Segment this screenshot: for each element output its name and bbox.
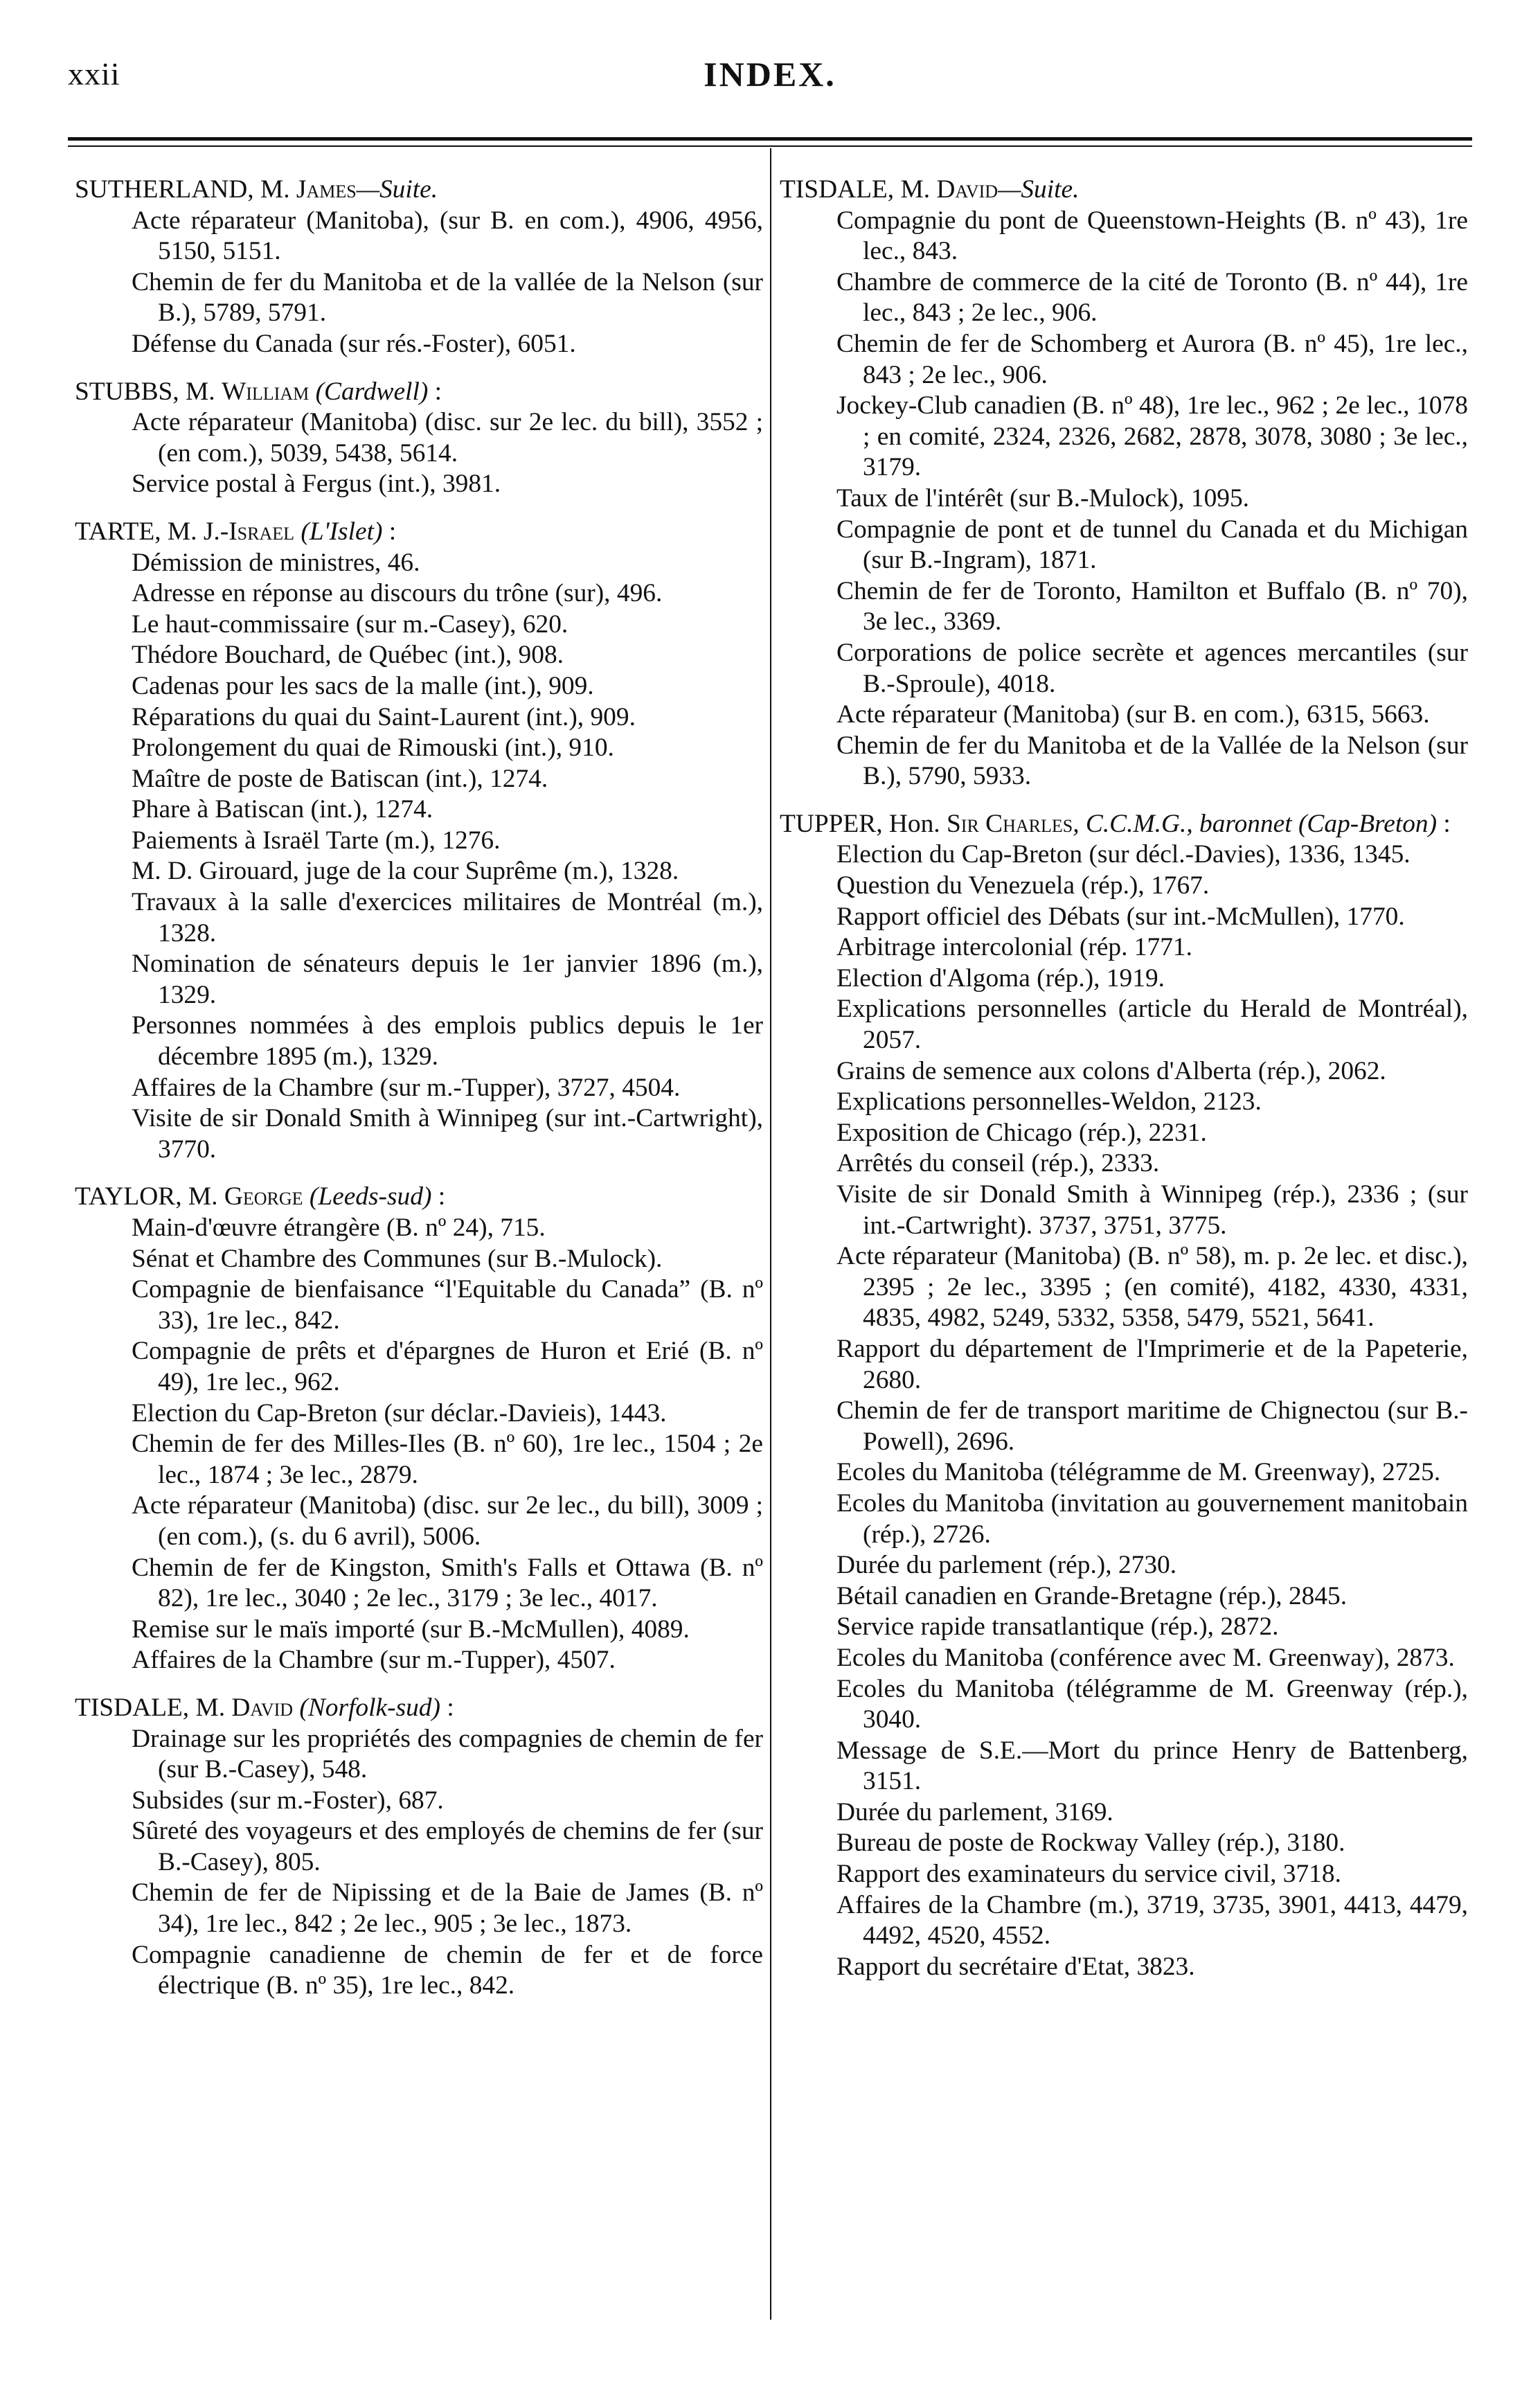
member-given-name: James — [296, 175, 357, 204]
index-entry: Ecoles du Manitoba (télégramme de M. Greenway), 2725. — [836, 1458, 1441, 1487]
index-entry: Exposition de Chicago (rép.), 2231. — [836, 1118, 1207, 1147]
index-entry: Arbitrage intercolonial (rép. 1771. — [836, 933, 1192, 962]
index-entry: Chemin de fer de Kingston, Smith's Falls et Ottawa (B. nº 82), 1re lec., 3040 ; 2e lec., 3179 ; 3e lec., 4017. — [132, 1553, 763, 1613]
member-name: STUBBS, M. — [75, 377, 222, 406]
index-entry: Election du Cap-Breton (sur déclar.-Davieis), 1443. — [132, 1398, 667, 1428]
index-entry: Prolongement du quai de Rimouski (int.), 910. — [132, 734, 614, 763]
index-entry: Réparations du quai du Saint-Laurent (int.), 909. — [132, 702, 636, 731]
index-entry: Compagnie de prêts et d'épargnes de Huron et Erié (B. nº 49), 1re lec., 962. — [132, 1337, 763, 1396]
member-given-name: J.-Israel — [203, 517, 295, 546]
index-entry: Cadenas pour les sacs de la malle (int.), 909. — [132, 671, 594, 700]
section-heading — [75, 1693, 763, 1724]
index-section — [75, 1182, 763, 1676]
index-entry: Service postal à Fergus (int.), 3981. — [132, 470, 501, 499]
index-entry: Durée du parlement, 3169. — [836, 1797, 1113, 1826]
right-column — [780, 175, 1468, 1999]
index-entry: Acte réparateur (Manitoba) (sur B. en com.), 6315, 5663. — [836, 700, 1430, 729]
index-entry: Affaires de la Chambre (sur m.-Tupper), 3727, 4504. — [132, 1073, 681, 1102]
index-entry: Election du Cap-Breton (sur décl.-Davies), 1336, 1345. — [836, 840, 1411, 869]
index-entry: Défense du Canada (sur rés.-Foster), 6051. — [132, 329, 576, 358]
index-entry: Visite de sir Donald Smith à Winnipeg (sur int.-Cartwright), 3770. — [132, 1104, 763, 1164]
index-entry: Compagnie de pont et de tunnel du Canada et du Michigan (sur B.-Ingram), 1871. — [836, 515, 1468, 575]
index-entry: Compagnie canadienne de chemin de fer et de force électrique (B. nº 35), 1re lec., 842. — [132, 1940, 763, 2000]
index-entry: Taux de l'intérêt (sur B.-Mulock), 1095. — [836, 483, 1250, 513]
index-entry: Explications personnelles-Weldon, 2123. — [836, 1087, 1262, 1117]
index-entry: Chemin de fer de Schomberg et Aurora (B. nº 45), 1re lec., 843 ; 2e lec., 906. — [836, 329, 1468, 389]
index-entry: Chemin de fer du Manitoba et de la vallée de la Nelson (sur B.), 5789, 5791. — [132, 267, 763, 328]
member-name: TAYLOR, M. — [75, 1182, 224, 1211]
member-given-name: Sir Charles — [947, 809, 1073, 838]
heading-suffix: : — [382, 517, 397, 546]
index-entry: Le haut-commissaire (sur m.-Casey), 620. — [132, 610, 568, 639]
index-entry: Subsides (sur m.-Foster), 687. — [132, 1786, 444, 1815]
index-entry: Nomination de sénateurs depuis le 1er janvier 1896 (m.), 1329. — [132, 950, 763, 1009]
index-entry: Rapport du département de l'Imprimerie et de la Papeterie, 2680. — [836, 1334, 1468, 1394]
section-heading — [780, 809, 1468, 840]
column-divider — [770, 148, 771, 2320]
index-entry: Acte réparateur (Manitoba) (B. nº 58), m. p. 2e lec. et disc.), 2395 ; 2e lec., 3395 ; (en comité), 4182, 4330, 4331, 4835, 4982, 5249, 5332, 5358, 5479, 5521, 5641. — [836, 1242, 1468, 1333]
index-entry: Chemin de fer de transport maritime de Chignectou (sur B.-Powell), 2696. — [836, 1396, 1468, 1456]
left-column — [75, 175, 763, 2018]
member-name: TARTE, M. — [75, 517, 204, 546]
index-entry: Jockey-Club canadien (B. nº 48), 1re lec., 962 ; 2e lec., 1078 ; en comité, 2324, 2326, 2682, 2878, 3078, 3080 ; 3e lec., 3179. — [836, 391, 1468, 482]
index-entry: Thédore Bouchard, de Québec (int.), 908. — [132, 641, 564, 670]
member-name: TISDALE, M. — [780, 175, 937, 204]
index-entry: Compagnie du pont de Queenstown-Heights (B. nº 43), 1re lec., 843. — [836, 206, 1468, 266]
index-entry: Chemin de fer du Manitoba et de la Vallée de la Nelson (sur B.), 5790, 5933. — [836, 731, 1468, 791]
section-heading — [75, 517, 763, 548]
index-entry: M. D. Girouard, juge de la cour Suprême (m.), 1328. — [132, 857, 679, 886]
index-entry: Rapport du secrétaire d'Etat, 3823. — [836, 1952, 1195, 1981]
index-entry: Rapport officiel des Débats (sur int.-McMullen), 1770. — [836, 902, 1405, 931]
member-riding: (Cardwell) — [309, 377, 429, 406]
heading-suffix: —Suite. — [998, 175, 1080, 204]
member-riding: , C.C.M.G., baronnet (Cap-Breton) — [1073, 809, 1438, 838]
index-entry: Bétail canadien en Grande-Bretagne (rép.), 2845. — [836, 1581, 1348, 1610]
member-name: TUPPER, Hon. — [780, 809, 947, 838]
index-entry: Chambre de commerce de la cité de Toronto (B. nº 44), 1re lec., 843 ; 2e lec., 906. — [836, 267, 1468, 328]
index-entry: Explications personnelles (article du Herald de Montréal), 2057. — [836, 995, 1468, 1055]
index-entry: Service rapide transatlantique (rép.), 2872. — [836, 1612, 1279, 1642]
index-entry: Paiements à Israël Tarte (m.), 1276. — [132, 826, 501, 855]
index-entry: Main-d'œuvre étrangère (B. nº 24), 715. — [132, 1214, 546, 1242]
section-heading — [75, 1182, 763, 1213]
section-heading — [780, 175, 1468, 206]
index-entry: Adresse en réponse au discours du trône (sur), 496. — [132, 579, 663, 608]
member-given-name: George — [224, 1182, 303, 1211]
index-entry: Phare à Batiscan (int.), 1274. — [132, 795, 433, 824]
index-entry: Ecoles du Manitoba (conférence avec M. Greenway), 2873. — [836, 1643, 1455, 1672]
page-title: INDEX. — [704, 55, 836, 94]
index-section — [75, 1693, 763, 2002]
heading-suffix: : — [1437, 809, 1451, 838]
index-entry: Chemin de fer de Toronto, Hamilton et Buffalo (B. nº 70), 3e lec., 3369. — [836, 576, 1468, 637]
index-entry: Rapport des examinateurs du service civil, 3718. — [836, 1860, 1341, 1889]
index-entry: Affaires de la Chambre (m.), 3719, 3735, 3901, 4413, 4479, 4492, 4520, 4552. — [836, 1890, 1468, 1950]
member-riding: (Leeds-sud) — [303, 1182, 432, 1211]
page-header — [68, 33, 1472, 116]
index-entry: Chemin de fer de Nipissing et de la Baie de James (B. nº 34), 1re lec., 842 ; 2e lec., 905 ; 3e lec., 1873. — [132, 1878, 763, 1939]
index-entry: Ecoles du Manitoba (télégramme de M. Greenway (rép.), 3040. — [836, 1674, 1468, 1734]
index-entry: Chemin de fer des Milles-Iles (B. nº 60), 1re lec., 1504 ; 2e lec., 1874 ; 3e lec., 2879. — [132, 1430, 763, 1489]
index-entry: Personnes nommées à des emplois publics depuis le 1er décembre 1895 (m.), 1329. — [132, 1011, 763, 1072]
index-entry: Sûreté des voyageurs et des employés de chemins de fer (sur B.-Casey), 805. — [132, 1817, 763, 1876]
member-name: SUTHERLAND, M. — [75, 175, 296, 204]
index-entry: Ecoles du Manitoba (invitation au gouvernement manitobain (rép.), 2726. — [836, 1488, 1468, 1549]
index-entry: Drainage sur les propriétés des compagnies de chemin de fer (sur B.-Casey), 548. — [132, 1724, 763, 1784]
index-section — [780, 175, 1468, 792]
heading-suffix: : — [428, 377, 442, 406]
member-name: TISDALE, M. — [75, 1693, 232, 1722]
index-entry: Corporations de police secrète et agences mercantiles (sur B.-Sproule), 4018. — [836, 638, 1468, 698]
index-entry: Maître de poste de Batiscan (int.), 1274. — [132, 764, 548, 793]
index-entry: Question du Venezuela (rép.), 1767. — [836, 871, 1210, 900]
index-entry: Sénat et Chambre des Communes (sur B.-Mulock). — [132, 1244, 663, 1273]
index-section — [75, 175, 763, 360]
index-entry: Arrêtés du conseil (rép.), 2333. — [836, 1149, 1160, 1178]
index-section — [780, 809, 1468, 1983]
heading-suffix: : — [440, 1693, 454, 1722]
heading-suffix: : — [431, 1182, 446, 1211]
index-entry: Grains de semence aux colons d'Alberta (rép.), 2062. — [836, 1056, 1386, 1085]
index-section — [75, 377, 763, 500]
member-given-name: David — [231, 1693, 294, 1722]
index-entry: Acte réparateur (Manitoba) (disc. sur 2e lec. du bill), 3552 ; (en com.), 5039, 5438, 5614. — [132, 408, 763, 468]
index-entry: Message de S.E.—Mort du prince Henry de Battenberg, 3151. — [836, 1736, 1468, 1796]
member-given-name: David — [936, 175, 999, 204]
index-entry: Durée du parlement (rép.), 2730. — [836, 1551, 1177, 1580]
index-entry: Remise sur le maïs importé (sur B.-McMullen), 4089. — [132, 1615, 690, 1644]
index-entry: Compagnie de bienfaisance “l'Equitable du Canada” (B. nº 33), 1re lec., 842. — [132, 1275, 763, 1335]
index-entry: Acte réparateur (Manitoba), (sur B. en com.), 4906, 4956, 5150, 5151. — [132, 206, 763, 266]
index-entry: Election d'Algoma (rép.), 1919. — [836, 963, 1165, 993]
section-heading — [75, 175, 763, 206]
index-entry: Affaires de la Chambre (sur m.-Tupper), 4507. — [132, 1646, 616, 1675]
index-entry: Acte réparateur (Manitoba) (disc. sur 2e lec., du bill), 3009 ; (en com.), (s. du 6 avril), 5006. — [132, 1491, 763, 1551]
section-heading — [75, 377, 763, 408]
index-entry: Visite de sir Donald Smith à Winnipeg (rép.), 2336 ; (sur int.-Cartwright). 3737, 3751, 3775. — [836, 1180, 1468, 1240]
page-number: xxii — [68, 56, 120, 91]
member-given-name: William — [221, 377, 310, 406]
member-riding: (L'Islet) — [294, 517, 383, 546]
index-entry: Bureau de poste de Rockway Valley (rép.), 3180. — [836, 1829, 1345, 1858]
header-rule-thin — [68, 145, 1472, 147]
index-entry: Travaux à la salle d'exercices militaires de Montréal (m.), 1328. — [132, 888, 763, 948]
member-riding: (Norfolk-sud) — [293, 1693, 440, 1722]
header-rule-thick — [68, 137, 1472, 141]
heading-suffix: —Suite. — [356, 175, 438, 204]
index-entry: Démission de ministres, 46. — [132, 548, 420, 577]
index-section — [75, 517, 763, 1165]
